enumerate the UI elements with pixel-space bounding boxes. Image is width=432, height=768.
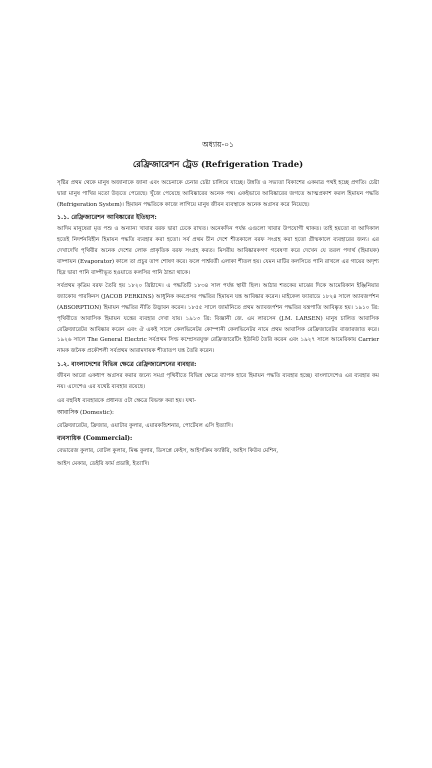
commercial-items-line-2: আইস মেকার, ডেইরি ফার্ম প্রডাক্ট, ইত্যাদি। <box>57 460 150 467</box>
domestic-items: রেফ্রিজারেটর, ফ্রিজার, ওয়াটার কুলার, এয়ারকন্ডিশনার, পোর্টেবল এসি ইত্যাদি। <box>57 422 233 429</box>
usage-paragraph: জীবন আরো একধাপ অগ্রসর করার জন্যে সমগ্র পৃথিবীতে বিভিন্ন ক্ষেত্রে ব্যাপক হারে হিমায়ন পদ্ধতি ব্যবহার হচ্ছে। বাংলাদেশেও এর ব্যবহার কম নয়। এদেশেও এর যথেষ্ট ব্যবহার রয়েছে। <box>57 372 379 390</box>
chapter-title: রেফ্রিজারেশন ট্রেড (Refrigeration Trade) <box>132 160 304 170</box>
commercial-items-line-1: বেভারেজ কুলার, বোটল কুলার, মিল্ক কুলার, ডিসপ্লে কেইস, আইসক্রিম ফ্যাক্টরি, আইস কিউব মেশিন, <box>57 448 279 455</box>
section-1-heading: ১.১. রেফ্রিজারেশন আবিষ্কারের ইতিহাস: <box>57 214 157 222</box>
domestic-label: আবাসিক (Domestic): <box>57 410 115 417</box>
intro-paragraph: সৃষ্টির প্রথম থেকে মানুষ অজানাকে জানা এবং অচেনাকে চেনার চেষ্টা চালিয়ে যাচ্ছে। উন্নতি ও সভ্যতা বিকাশের একমাত্র পথই হচ্ছে প্রগতি। চেষ্টা দ্বারা মানুষ পাখির মতো উড়তে পেরেছে। খুঁজে পেয়েছে আবিষ্কারের অনেক পথ। একইভাবে আবিষ্কারের জগতে আত্মপ্রকাশ করল হিমায়ন পদ্ধতি (Refrigeration System)। হিমায়ন পদ্ধতিকে কাজে লাগিয়ে মানুষ জীবন ব্যবস্থাকে অনেক অগ্রসর করে নিয়েছে। <box>57 180 379 208</box>
section-2-heading: ১.২. বাংলাদেশের বিভিন্ন ক্ষেত্রে রেফ্রিজারেশনের ব্যবহার: <box>57 360 197 368</box>
document-page <box>57 140 379 472</box>
history-paragraph-1: আদিম মানুষেরা মৃত পশু ও অন্যান্য খাবার বরফ দ্বারা ঢেকে রাখত। অনেকদিন পর্যন্ত এগুলো খাবার উপযোগী থাকত। তাই হয়তো বা আদিকাল হতেই নিদর্শনবিহীন হিমায়ন পদ্ধতি ব্যবহার করা হতো। সর্ব প্রথম চীন দেশে শীতকালে বরফ সংগ্রহ করা হতো গ্রীষ্মকালে ব্যবহারের জন্য। এর দেখাদেখি পৃথিবীর অনেক দেশের লোক প্রাকৃতিক বরফ সংগ্রহ করত। মিসরীয় আবিষ্কারকগণ গবেষণা করে দেখেন যে তরল পদার্থ (হিমায়ক) বাষ্পায়ন (Evaporator) কালে তা প্রচুর তাপ শোষণ করে। ফলে পার্শ্ববর্তী এলাকা শীতল হয়। যেমন মাটির কলসিতে পানি রাখলে এর গায়ের অদৃশ্য ছিদ্র দ্বারা পানি বাষ্পীভূত হওয়াতে কলসির পানি ঠান্ডা থাকে। <box>57 226 379 276</box>
chapter-number: অধ্যায়-০১ <box>202 140 234 149</box>
history-paragraph-2: সর্বপ্রথম কৃত্রিম বরফ তৈরি হয় ১৮২০ খ্রিষ্টাব্দে। এ পদ্ধতিটি ১৮৩৪ সাল পর্যন্ত স্থায়ী ছিল। আঠার শতকের মাঝের দিকে আমেরিকান ইঞ্জিনিয়ার জ্যাকোব পারকিনস (JACOB PERKINS) আধুনিক কমপ্রেসর পদ্ধতির হিমায়ন যন্ত্র আবিষ্কার করেন। মাইকেল ফ্যারাডে ১৮২৪ সালে অ্যাবজর্পশন (ABSORPTION) হিমায়ন পদ্ধতির নীতি উদ্ভাবন করেন। ১৮৫৫ সালে জার্মানিতে প্রথম অ্যাবজর্পশন পদ্ধতির যন্ত্রপাতি আবিষ্কৃত হয়। ১৯১০ খ্রি: পৃথিবীতে আবাসিক হিমায়ন যন্ত্রের ব্যবহার দেখা যায়। ১৯১৩ খ্রি: বিজ্ঞানী জে. এম লারসেন (J.M. LARSEN) মানুষ চালিত আবাসিক রেফ্রিজারেটর আবিষ্কার করেন এবং ঐ একই সালে কেলভিনেটর কোম্পানী কেলভিনেটর নামে প্রথম আবাসিক রেফ্রিজারেটর বাজারজাত করে। ১৯২৬ সালে The General Electric সর্বপ্রথম সিল্ড কম্প্রেসরযুক্ত রেফ্রিজারেটিং ইউনিট তৈরি করেন এবং ১৯২৭ সালে আমেরিকায় Carrier নামক জনৈক প্রকৌশলী সর্বপ্রথম আরামদায়ক শীতাতপ যন্ত্র তৈরি করেন। <box>57 283 379 355</box>
usage-split-line: এর বহুবিধ ব্যবহারকে প্রধানত ৫টা ক্ষেত্রে বিভক্ত করা হয়। যথা- <box>57 397 196 404</box>
commercial-label: ব্যবসায়িক (Commercial): <box>57 434 133 442</box>
